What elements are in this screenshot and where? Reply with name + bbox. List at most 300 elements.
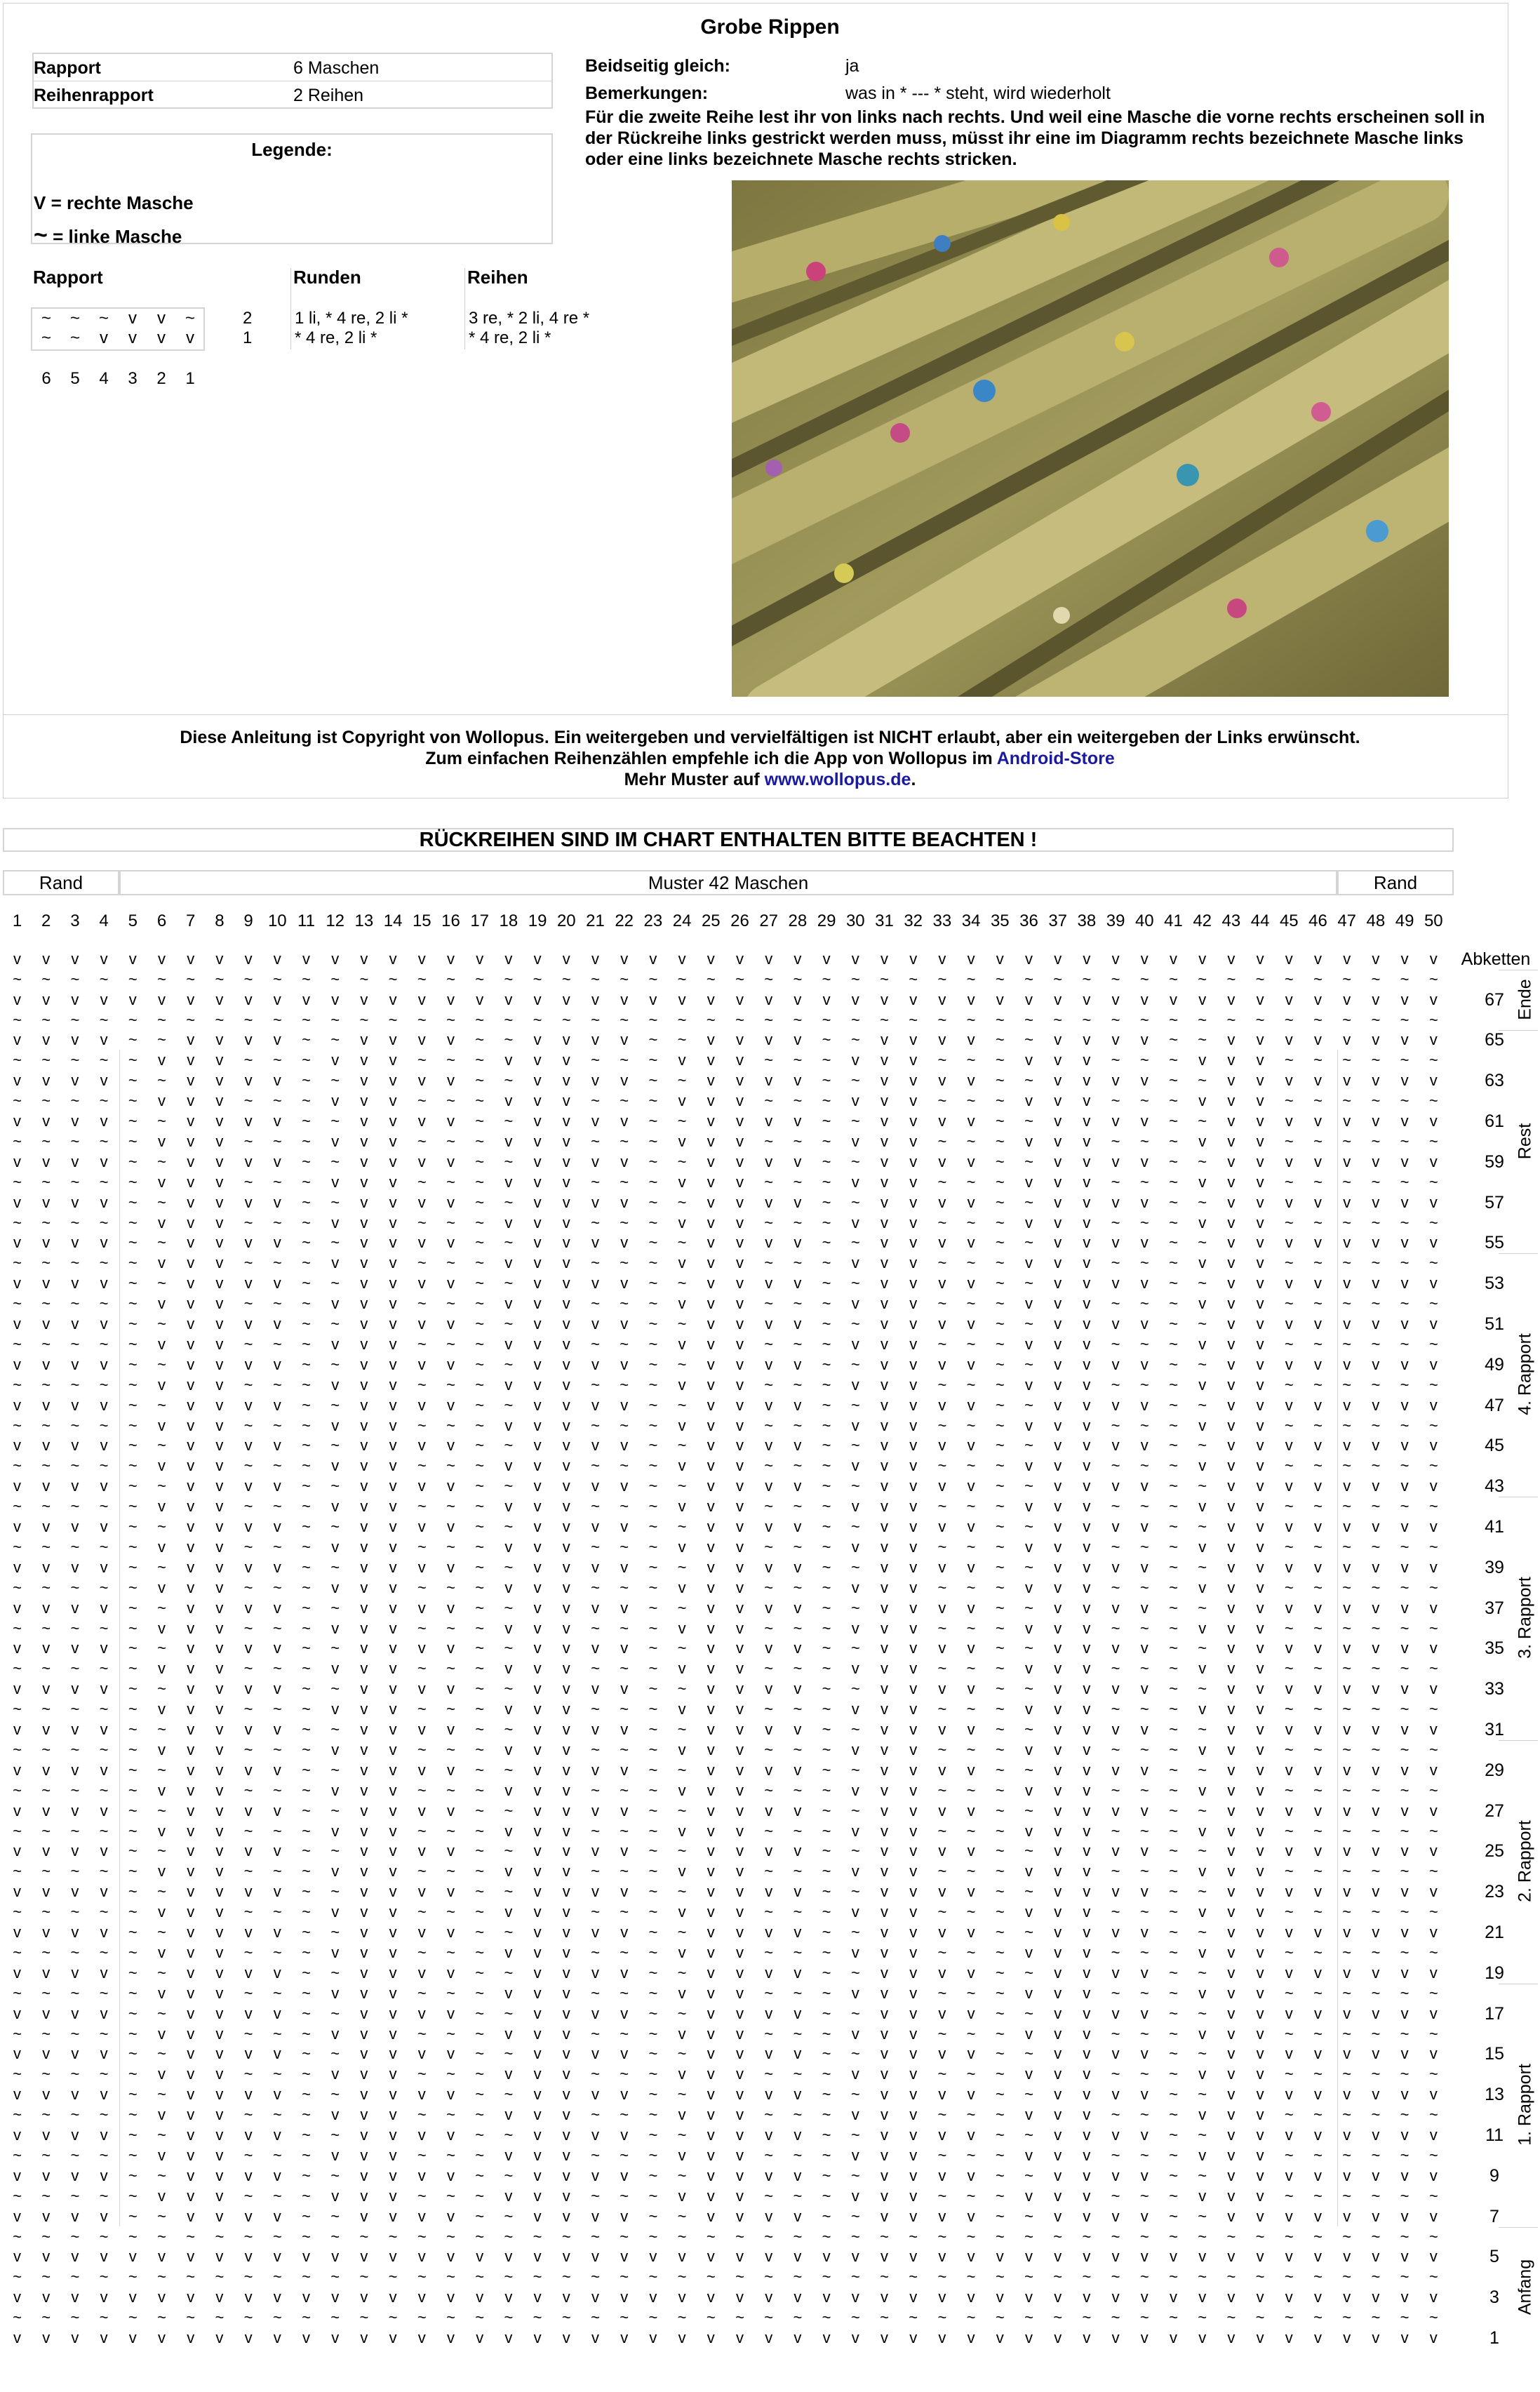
bemerkungen-label: Bemerkungen:	[585, 83, 708, 104]
stitch-cell: ~	[1130, 1456, 1159, 1476]
stitch-cell: ~	[465, 1558, 494, 1577]
stitch-cell: v	[1217, 1801, 1245, 1821]
stitch-cell: ~	[32, 1416, 60, 1436]
stitch-cell: v	[1246, 1335, 1275, 1354]
stitch-cell: ~	[668, 1193, 697, 1212]
stitch-cell: v	[90, 1841, 119, 1861]
stitch-cell: v	[1072, 1902, 1101, 1922]
row-number: 35	[1466, 1638, 1522, 1659]
stitch-cell: v	[379, 1416, 408, 1436]
stitch-cell: v	[610, 1436, 638, 1455]
stitch-cell: v	[32, 1193, 60, 1212]
stitch-cell: ~	[783, 1416, 812, 1436]
stitch-cell: v	[1332, 1111, 1361, 1131]
stitch-cell: v	[1246, 2004, 1275, 2024]
stitch-cell: ~	[90, 2186, 119, 2206]
stitch-cell: v	[899, 1335, 928, 1354]
stitch-cell: ~	[436, 1335, 465, 1354]
stitch-cell: ~	[465, 2186, 494, 2206]
stitch-cell: v	[234, 1598, 263, 1618]
stitch-cell: ~	[408, 2186, 436, 2206]
stitch-cell: ~	[263, 1740, 292, 1760]
column-number: 7	[176, 911, 205, 931]
stitch-cell: v	[263, 1638, 292, 1658]
stitch-cell: ~	[581, 2146, 610, 2165]
stitch-cell: v	[205, 1841, 234, 1861]
stitch-cell: ~	[812, 1984, 841, 2003]
stitch-cell: v	[3, 990, 32, 1010]
stitch-cell: v	[1130, 1517, 1159, 1537]
stitch-cell: v	[3, 2085, 32, 2104]
stitch-cell: ~	[1361, 1132, 1390, 1151]
stitch-cell: v	[119, 949, 147, 969]
stitch-cell: v	[494, 1619, 523, 1638]
stitch-cell: v	[1102, 2044, 1130, 2064]
stitch-cell: v	[552, 1882, 581, 1902]
stitch-cell: v	[205, 1822, 234, 1841]
stitch-cell: ~	[1419, 2186, 1448, 2206]
stitch-cell: v	[754, 1638, 783, 1658]
stitch-cell: v	[379, 1091, 408, 1111]
stitch-cell: ~	[1159, 1740, 1188, 1760]
stitch-cell: ~	[1332, 1497, 1361, 1516]
stitch-cell: ~	[1391, 1497, 1419, 1516]
stitch-cell: v	[349, 2125, 378, 2145]
stitch-cell: v	[725, 1172, 754, 1192]
stitch-cell: ~	[638, 1091, 667, 1111]
stitch-cell: v	[379, 1558, 408, 1577]
stitch-cell: v	[957, 1801, 986, 1821]
info-key: Reihenrapport	[34, 86, 154, 106]
stitch-cell: ~	[1015, 2308, 1043, 2327]
stitch-cell: v	[379, 2105, 408, 2125]
stitch-cell: ~	[986, 1578, 1015, 1598]
stitch-cell: ~	[638, 2146, 667, 2165]
stitch-cell: ~	[1159, 1152, 1188, 1172]
stitch-cell: ~	[465, 2024, 494, 2044]
stitch-cell: ~	[1304, 1740, 1332, 1760]
stitch-cell: ~	[1159, 2186, 1188, 2206]
stitch-cell: v	[1304, 1517, 1332, 1537]
stitch-cell: v	[494, 1050, 523, 1070]
stitch-cell: v	[436, 2044, 465, 2064]
stitch-cell: v	[1246, 2146, 1275, 2165]
stitch-cell: ~	[292, 1862, 321, 1881]
stitch-cell: ~	[610, 1537, 638, 1557]
stitch-cell: ~	[147, 2085, 176, 2104]
stitch-cell: ~	[147, 1760, 176, 1780]
stitch-cell: ~	[986, 1314, 1015, 1334]
stitch-cell: v	[234, 1314, 263, 1334]
stitch-cell: ~	[205, 1010, 234, 1030]
stitch-cell: v	[1246, 1314, 1275, 1334]
stitch-cell: v	[899, 1030, 928, 1050]
stitch-cell: v	[32, 1476, 60, 1496]
stitch-cell: v	[552, 1091, 581, 1111]
stitch-cell: v	[552, 1537, 581, 1557]
stitch-cell: v	[3, 2287, 32, 2307]
stitch-cell: v	[928, 1760, 956, 1780]
stitch-cell: ~	[1015, 1314, 1043, 1334]
stitch-cell: ~	[638, 1760, 667, 1780]
row-number: 55	[1466, 1233, 1522, 1253]
stitch-cell: ~	[1275, 1781, 1304, 1800]
stitch-cell: v	[60, 1558, 89, 1577]
stitch-cell: v	[1015, 1943, 1043, 1963]
stitch-cell: v	[870, 1253, 899, 1273]
stitch-cell: ~	[610, 1902, 638, 1922]
stitch-cell: v	[1361, 2004, 1390, 2024]
stitch-cell: v	[1188, 1740, 1217, 1760]
stitch-cell: v	[1015, 1862, 1043, 1881]
stitch-cell: v	[1015, 1335, 1043, 1354]
stitch-cell: v	[1304, 2207, 1332, 2226]
stitch-cell: ~	[928, 2186, 956, 2206]
stitch-cell: v	[205, 1294, 234, 1314]
stitch-cell: ~	[812, 1233, 841, 1252]
stitch-cell: v	[1304, 2004, 1332, 2024]
stitch-cell: v	[523, 1943, 552, 1963]
stitch-cell: v	[1419, 2328, 1448, 2348]
stitch-cell: v	[205, 1335, 234, 1354]
stitch-cell: v	[986, 2247, 1015, 2266]
stitch-cell: ~	[465, 1659, 494, 1678]
stitch-cell: v	[523, 2166, 552, 2186]
stitch-cell: ~	[119, 1841, 147, 1861]
stitch-cell: v	[783, 1841, 812, 1861]
stitch-cell: ~	[783, 1781, 812, 1800]
stitch-cell: v	[60, 1760, 89, 1780]
wollopus-link[interactable]: www.wollopus.de	[765, 770, 911, 789]
stitch-cell: ~	[1159, 2308, 1188, 2327]
stitch-cell: ~	[928, 1294, 956, 1314]
stitch-cell: ~	[263, 1456, 292, 1476]
section-label: 1. Rapport	[1515, 1999, 1536, 2210]
stitch-cell: ~	[1188, 1638, 1217, 1658]
stitch-cell: v	[754, 1314, 783, 1334]
stitch-cell: v	[1217, 2105, 1245, 2125]
stitch-cell: ~	[292, 1456, 321, 1476]
stitch-cell: ~	[465, 2085, 494, 2104]
stitch-cell: v	[1188, 1699, 1217, 1719]
stitch-cell: v	[1159, 2247, 1188, 2266]
stitch-cell: ~	[1188, 1152, 1217, 1172]
stitch-cell: v	[870, 1396, 899, 1415]
stitch-cell: v	[408, 2328, 436, 2348]
stitch-cell: v	[870, 1071, 899, 1090]
stitch-cell: v	[1188, 1497, 1217, 1516]
stitch-cell: v	[668, 2024, 697, 2044]
stitch-cell: ~	[1159, 1822, 1188, 1841]
stitch-cell: ~	[1332, 1416, 1361, 1436]
stitch-cell: ~	[32, 2186, 60, 2206]
stitch-cell: v	[870, 1274, 899, 1293]
stitch-cell: v	[1304, 990, 1332, 1010]
stitch-cell: ~	[1275, 2227, 1304, 2247]
stitch-cell: ~	[638, 1172, 667, 1192]
stitch-cell: ~	[60, 1578, 89, 1598]
stitch-cell: ~	[638, 1537, 667, 1557]
stitch-cell: v	[205, 1598, 234, 1618]
stitch-cell: v	[1217, 2207, 1245, 2226]
stitch-cell: v	[725, 1497, 754, 1516]
stitch-cell: v	[408, 949, 436, 969]
stitch-cell: ~	[119, 1619, 147, 1638]
stitch-cell: v	[1043, 1740, 1072, 1760]
stitch-cell: v	[725, 2166, 754, 2186]
stitch-cell: v	[494, 1172, 523, 1192]
stitch-cell: ~	[1159, 1476, 1188, 1496]
stitch-cell: v	[1043, 1841, 1072, 1861]
stitch-cell: ~	[638, 2044, 667, 2064]
stitch-cell: v	[1361, 1598, 1390, 1618]
stitch-cell: v	[638, 2247, 667, 2266]
stitch-cell: v	[870, 2125, 899, 2145]
stitch-cell: v	[1304, 2044, 1332, 2064]
stitch-cell: ~	[292, 1091, 321, 1111]
stitch-cell: v	[32, 1923, 60, 1942]
stitch-cell: ~	[119, 1030, 147, 1050]
stitch-cell: ~	[1015, 2125, 1043, 2145]
stitch-cell: ~	[812, 2166, 841, 2186]
stitch-cell: v	[494, 2328, 523, 2348]
stitch-cell: ~	[581, 1172, 610, 1192]
stitch-cell: v	[552, 1436, 581, 1455]
stitch-cell: ~	[1275, 1132, 1304, 1151]
stitch-cell: ~	[928, 970, 956, 989]
stitch-cell: ~	[1275, 1902, 1304, 1922]
stitch-cell: v	[1361, 2287, 1390, 2307]
stitch-cell: v	[1246, 2024, 1275, 2044]
stitch-cell: ~	[1130, 2186, 1159, 2206]
stitch-cell: v	[610, 1720, 638, 1739]
stitch-cell: ~	[812, 1963, 841, 1983]
stitch-cell: ~	[754, 1416, 783, 1436]
stitch-cell: ~	[581, 1132, 610, 1151]
stitch-cell: v	[1361, 1760, 1390, 1780]
stitch-cell: ~	[292, 1476, 321, 1496]
stitch-cell: ~	[321, 1396, 349, 1415]
stitch-cell: v	[1217, 1699, 1245, 1719]
column-number: 11	[292, 911, 321, 931]
stitch-cell: ~	[812, 1213, 841, 1233]
stitch-cell: ~	[812, 1822, 841, 1841]
stitch-cell: ~	[119, 1517, 147, 1537]
stitch-cell: ~	[1391, 1619, 1419, 1638]
stitch-cell: ~	[783, 1902, 812, 1922]
stitch-cell: v	[697, 1720, 725, 1739]
stitch-cell: ~	[1159, 1314, 1188, 1334]
stitch-cell: v	[408, 1355, 436, 1375]
stitch-cell: ~	[1419, 2105, 1448, 2125]
stitch-cell: v	[176, 1517, 205, 1537]
rapport-column-number: 3	[119, 369, 147, 389]
stitch-cell: ~	[1304, 1172, 1332, 1192]
stitch-cell: ~	[668, 2267, 697, 2287]
stitch-cell: ~	[321, 1841, 349, 1861]
stitch-cell: v	[552, 1456, 581, 1476]
stitch-cell: v	[754, 2247, 783, 2266]
stitch-cell: v	[1217, 1355, 1245, 1375]
stitch-cell: ~	[1130, 1862, 1159, 1881]
stitch-cell: v	[60, 1882, 89, 1902]
stitch-cell: ~	[1015, 1760, 1043, 1780]
stitch-cell: v	[581, 2044, 610, 2064]
stitch-cell: v	[205, 1456, 234, 1476]
stitch-cell: v	[783, 1396, 812, 1415]
stitch-cell: v	[1217, 2287, 1245, 2307]
stitch-cell: ~	[494, 1679, 523, 1699]
stitch-cell: v	[1246, 2085, 1275, 2104]
stitch-cell: v	[899, 2287, 928, 2307]
stitch-cell: v	[321, 1659, 349, 1678]
stitch-cell: v	[1246, 1517, 1275, 1537]
stitch-cell: ~	[957, 1253, 986, 1273]
stitch-cell: ~	[783, 2227, 812, 2247]
stitch-cell: v	[234, 1841, 263, 1861]
stitch-cell: v	[1246, 2328, 1275, 2348]
stitch-cell: ~	[494, 2166, 523, 2186]
stitch-cell: v	[349, 1314, 378, 1334]
stitch-cell: ~	[1391, 970, 1419, 989]
stitch-cell: v	[870, 1781, 899, 1800]
stitch-cell: ~	[119, 1091, 147, 1111]
stitch-cell: v	[1246, 1801, 1275, 1821]
stitch-cell: v	[60, 1517, 89, 1537]
stitch-cell: v	[1246, 1416, 1275, 1436]
stitch-cell: v	[1391, 1476, 1419, 1496]
stitch-cell: v	[899, 1436, 928, 1455]
stitch-cell: v	[928, 2044, 956, 2064]
stitch-cell: v	[263, 1801, 292, 1821]
stitch-cell: ~	[465, 2308, 494, 2327]
stitch-cell: ~	[465, 1416, 494, 1436]
stitch-cell: v	[697, 2085, 725, 2104]
stitch-cell: ~	[321, 2166, 349, 2186]
stitch-cell: ~	[234, 2146, 263, 2165]
stitch-cell: v	[205, 1436, 234, 1455]
stitch-cell: ~	[1188, 2166, 1217, 2186]
row-number: 29	[1466, 1760, 1522, 1781]
stitch-cell: v	[1043, 1801, 1072, 1821]
stitch-cell: v	[1188, 1213, 1217, 1233]
stitch-cell: v	[697, 1111, 725, 1131]
android-store-link[interactable]: Android-Store	[997, 749, 1115, 768]
stitch-cell: v	[1246, 1862, 1275, 1881]
stitch-cell: ~	[1102, 1010, 1130, 1030]
stitch-cell: ~	[263, 1010, 292, 1030]
stitch-cell: v	[234, 1071, 263, 1090]
stitch-cell: v	[60, 1152, 89, 1172]
stitch-cell: ~	[263, 2024, 292, 2044]
stitch-cell: v	[119, 2287, 147, 2307]
stitch-cell: ~	[1419, 1456, 1448, 1476]
stitch-cell: ~	[1332, 1010, 1361, 1030]
stitch-cell: v	[783, 1071, 812, 1090]
stitch-cell: v	[349, 1801, 378, 1821]
stitch-cell: v	[1043, 1699, 1072, 1719]
stitch-cell: ~	[928, 1091, 956, 1111]
stitch-cell: ~	[957, 1456, 986, 1476]
stitch-cell: v	[899, 2328, 928, 2348]
stitch-cell: v	[1043, 2024, 1072, 2044]
stitch-cell: v	[1332, 2085, 1361, 2104]
stitch-cell: ~	[119, 1050, 147, 1070]
stitch-cell: ~	[90, 1010, 119, 1030]
stitch-cell: v	[234, 2044, 263, 2064]
stitch-cell: v	[408, 1436, 436, 1455]
stitch-cell: v	[1304, 1071, 1332, 1090]
stitch-cell: ~	[986, 1375, 1015, 1395]
small-reihen-heading: Reihen	[467, 267, 528, 288]
stitch-cell: v	[1419, 2125, 1448, 2145]
stitch-cell: v	[610, 1476, 638, 1496]
stitch-cell: v	[205, 1882, 234, 1902]
stitch-cell: v	[1246, 2105, 1275, 2125]
stitch-cell: v	[638, 990, 667, 1010]
stitch-cell: ~	[841, 1517, 870, 1537]
stitch-cell: v	[234, 1233, 263, 1252]
stitch-cell: ~	[638, 1375, 667, 1395]
stitch-cell: v	[1304, 949, 1332, 969]
stitch-cell: ~	[812, 2227, 841, 2247]
stitch-cell: v	[60, 1841, 89, 1861]
stitch-cell: v	[841, 1537, 870, 1557]
stitch-cell: v	[754, 2085, 783, 2104]
stitch-cell: ~	[119, 1152, 147, 1172]
stitch-cell: ~	[436, 1699, 465, 1719]
stitch-cell: v	[1072, 1050, 1101, 1070]
stitch-cell: ~	[581, 1456, 610, 1476]
stitch-cell: v	[552, 1943, 581, 1963]
stitch-cell: ~	[610, 1253, 638, 1273]
stitch-cell: ~	[119, 1355, 147, 1375]
stitch-cell: ~	[292, 2207, 321, 2226]
stitch-cell: v	[32, 2207, 60, 2226]
stitch-cell: ~	[1188, 1963, 1217, 1983]
stitch-cell: ~	[1159, 1132, 1188, 1151]
stitch-cell: v	[1043, 1152, 1072, 1172]
stitch-cell: ~	[1304, 1862, 1332, 1881]
stitch-cell: ~	[292, 2146, 321, 2165]
stitch-cell: v	[1246, 1558, 1275, 1577]
stitch-cell: v	[1419, 1030, 1448, 1050]
stitch-cell: v	[379, 2125, 408, 2145]
more-patterns: Mehr Muster auf www.wollopus.de.	[0, 769, 1540, 790]
app-recommendation: Zum einfachen Reihenzählen empfehle ich die App von Wollopus im Android-Store	[0, 748, 1540, 769]
stitch-cell: ~	[408, 2227, 436, 2247]
column-number: 8	[205, 911, 234, 931]
stitch-cell: v	[205, 1476, 234, 1496]
stitch-cell: v	[870, 1558, 899, 1577]
stitch-cell: v	[523, 2328, 552, 2348]
stitch-cell: v	[1130, 2328, 1159, 2348]
stitch-cell: v	[1217, 1375, 1245, 1395]
stitch-cell: v	[523, 990, 552, 1010]
stitch-cell: v	[754, 1396, 783, 1415]
stitch-cell: v	[1043, 1396, 1072, 1415]
stitch-cell: ~	[812, 1152, 841, 1172]
stitch-cell: v	[1015, 1659, 1043, 1678]
stitch-cell: v	[263, 2044, 292, 2064]
stitch-cell: v	[957, 1517, 986, 1537]
stitch-cell: ~	[1361, 1822, 1390, 1841]
stitch-cell: ~	[610, 2064, 638, 2084]
stitch-cell: ~	[638, 2105, 667, 2125]
runden-instruction: 1 li, * 4 re, 2 li *	[295, 309, 408, 328]
stitch-cell: v	[1015, 949, 1043, 969]
stitch-cell: v	[1419, 2247, 1448, 2266]
